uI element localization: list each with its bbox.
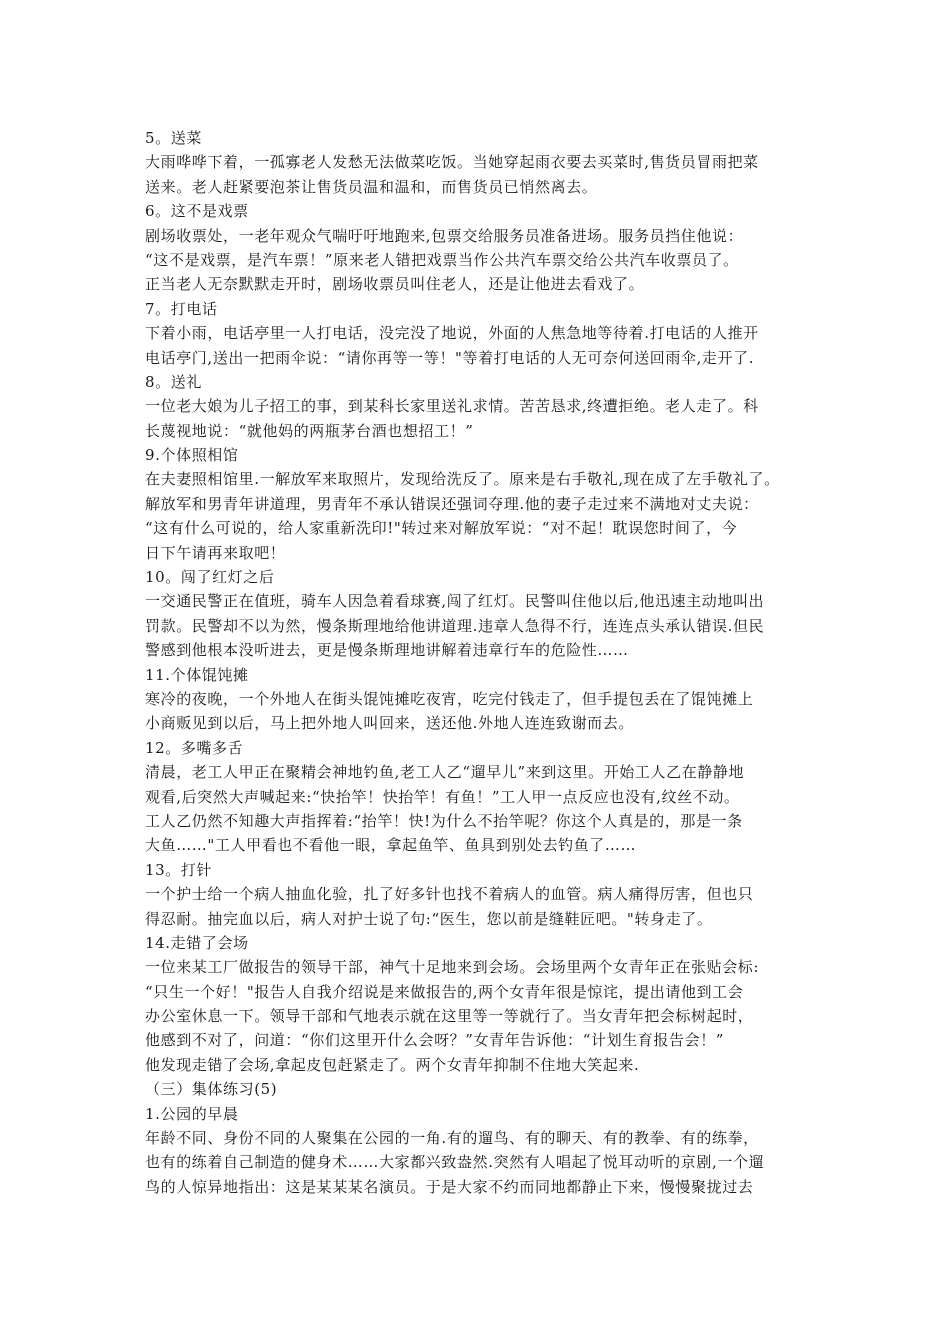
section-heading: 1.公园的早晨	[145, 1104, 239, 1123]
text-line: 电话亭门,送出一把雨伞说：“请你再等一等！"等着打电话的人无可奈何送回雨伞,走开了.	[145, 348, 755, 367]
text-line: 年龄不同、身份不同的人聚集在公园的一角.有的遛鸟、有的聊天、有的教拳、有的练拳，	[145, 1129, 759, 1148]
section-heading: 5。送菜	[145, 129, 202, 147]
section-heading: 11.个体馄饨摊	[145, 665, 249, 684]
section-heading: 13。打针	[145, 860, 213, 879]
text-line: 解放军和男青年讲道理，男青年不承认错误还强词夺理.他的妻子走过来不满地对丈夫说：	[145, 494, 759, 513]
text-line: 一位来某工厂做报告的领导干部，神气十足地来到会场。会场里两个女青年正在张贴会标:	[145, 958, 760, 977]
text-line: 鸟的人惊异地指出：这是某某某名演员。于是大家不约而同地都静止下来，慢慢聚拢过去	[145, 1177, 754, 1196]
text-line: 寒冷的夜晚，一个外地人在街头馄饨摊吃夜宵，吃完付钱走了，但手提包丢在了馄饨摊上	[145, 689, 754, 708]
text-line: 清晨，老工人甲正在聚精会神地钓鱼,老工人乙“遛早儿”来到这里。开始工人乙在静静地	[145, 763, 745, 782]
text-line: “只生一个好！"报告人自我介绍说是来做报告的,两个女青年很是惊诧，提出请他到工会	[145, 982, 744, 1001]
section-heading: 6。这不是戏票	[145, 202, 249, 221]
section-heading: 10。闯了红灯之后	[145, 568, 275, 587]
section-heading: （三）集体练习(5)	[145, 1080, 278, 1099]
text-line: 他感到不对了，问道：“你们这里开什么会呀？”女青年告诉他：“计划生育报告会！”	[145, 1031, 725, 1050]
text-line: 工人乙仍然不知趣大声指挥着:“抬竿！快!为什么不抬竿呢？你这个人真是的，那是一条	[145, 811, 743, 830]
text-line: 得忍耐。抽完血以后，病人对护士说了句:“医生，您以前是缝鞋匠吧。"转身走了。	[145, 909, 713, 928]
text-line: 他发现走错了会场,拿起皮包赶紧走了。两个女青年抑制不住地大笑起来.	[145, 1055, 640, 1074]
section-heading: 12。多嘴多舌	[145, 738, 244, 757]
text-line: 罚款。民警却不以为然，慢条斯理地给他讲道理.违章人急得不行，连连点头承认错误.但民	[145, 616, 765, 635]
text-line: 日下午请再来取吧！	[145, 543, 286, 562]
text-line: 观看,后突然大声喊起来:“快抬竿！快抬竿！有鱼！”工人甲一点反应也没有,纹丝不动。	[145, 787, 740, 806]
section-heading: 8。送礼	[145, 372, 202, 391]
text-line: “这有什么可说的，给人家重新洗印!"转过来对解放军说：“对不起！耽误您时间了，今	[145, 519, 738, 538]
text-line: 在夫妻照相馆里.一解放军来取照片，发现给洗反了。原来是右手敬礼,现在成了左手敬礼了。	[145, 470, 780, 489]
section-heading: 7。打电话	[145, 299, 218, 318]
text-line: “这不是戏票，是汽车票！”原来老人错把戏票当作公共汽车票交给公共汽车收票员了。	[145, 250, 739, 269]
section-heading: 9.个体照相馆	[145, 446, 239, 465]
text-line: 下着小雨，电话亭里一人打电话，没完没了地说，外面的人焦急地等待着.打电话的人推开	[145, 324, 759, 343]
text-line: 一交通民警正在值班，骑车人因急着看球赛,闯了红灯。民警叫住他以后,他迅速主动地叫出	[145, 592, 765, 611]
text-line: 一个护士给一个病人抽血化验，扎了好多针也找不着病人的血管。病人痛得厉害，但也只	[145, 885, 754, 904]
text-line: 大雨哗哗下着，一孤寡老人发愁无法做菜吃饭。当她穿起雨衣要去买菜时,售货员冒雨把菜	[145, 153, 759, 172]
text-line: 一位老大娘为儿子招工的事，到某科长家里送礼求情。苦苦恳求,终遭拒绝。老人走了。科	[145, 397, 759, 416]
section-heading: 14.走错了会场	[145, 933, 249, 952]
document-page	[145, 126, 825, 1199]
text-line: 也有的练着自己制造的健身术……大家都兴致盎然.突然有人唱起了悦耳动听的京剧,一个遛	[145, 1153, 765, 1172]
text-line: 警感到他根本没听进去，更是慢条斯理地讲解着违章行车的危险性……	[145, 641, 629, 660]
text-line: 办公室休息一下。领导干部和气地表示就在这里等一等就行了。当女青年把会标树起时，	[145, 1007, 754, 1026]
text-line: 送来。老人赶紧要泡茶让售货员温和温和，而售货员已悄然离去。	[145, 177, 598, 196]
text-line: 剧场收票处，一老年观众气喘吁吁地跑来,包票交给服务员准备进场。服务员挡住他说：	[145, 226, 744, 245]
text-line: 正当老人无奈默默走开时，剧场收票员叫住老人，还是让他进去看戏了。	[145, 275, 645, 294]
text-line: 长蔑视地说：“就他妈的两瓶茅台酒也想招工！”	[145, 421, 474, 440]
text-line: 大鱼……"工人甲看也不看他一眼，拿起鱼竿、鱼具到别处去钓鱼了……	[145, 836, 637, 855]
text-line: 小商贩见到以后，马上把外地人叫回来，送还他.外地人连连致谢而去。	[145, 714, 634, 733]
